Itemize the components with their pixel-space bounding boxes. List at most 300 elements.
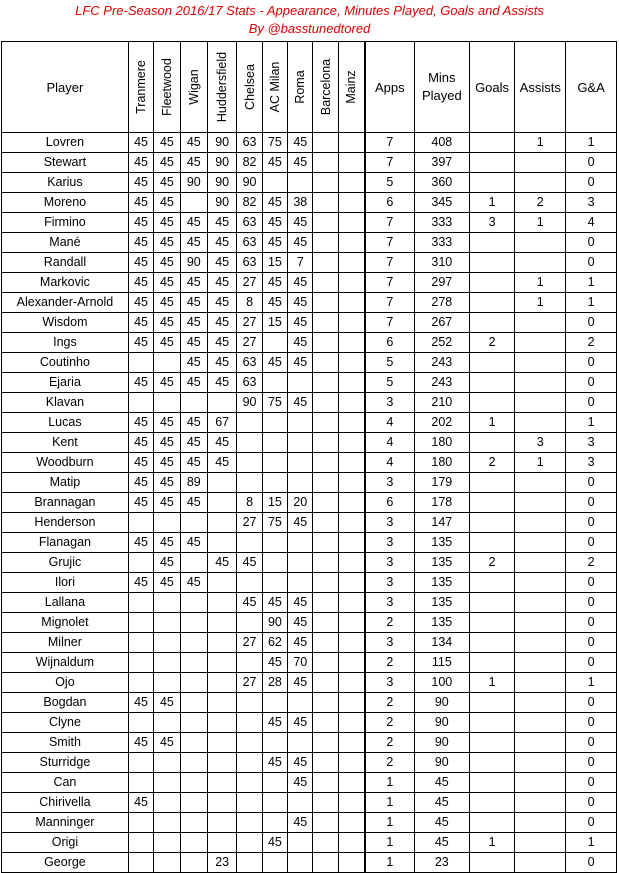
minutes-cell xyxy=(180,653,207,673)
apps-cell: 5 xyxy=(365,353,415,373)
apps-cell: 7 xyxy=(365,153,415,173)
minutes-cell xyxy=(338,413,364,433)
minutes-cell xyxy=(237,693,262,713)
apps-cell: 3 xyxy=(365,513,415,533)
minutes-cell xyxy=(262,813,287,833)
minutes-cell: 82 xyxy=(237,193,262,213)
minutes-cell xyxy=(180,793,207,813)
table-row xyxy=(2,773,617,793)
mins-cell: 135 xyxy=(414,613,469,633)
minutes-cell xyxy=(180,593,207,613)
minutes-cell xyxy=(338,333,364,353)
minutes-cell xyxy=(313,773,338,793)
table-row xyxy=(2,693,617,713)
table-row xyxy=(2,613,617,633)
table-row xyxy=(2,293,617,313)
table-row xyxy=(2,813,617,833)
minutes-cell: 45 xyxy=(180,153,207,173)
table-row xyxy=(2,673,617,693)
minutes-cell xyxy=(313,653,338,673)
column-header-goals: Goals xyxy=(469,42,515,133)
minutes-cell xyxy=(207,533,236,553)
minutes-cell: 45 xyxy=(288,353,313,373)
minutes-cell: 90 xyxy=(207,193,236,213)
minutes-cell xyxy=(288,793,313,813)
table-row xyxy=(2,133,617,153)
minutes-cell: 90 xyxy=(207,153,236,173)
player-cell: Mané xyxy=(2,233,129,253)
minutes-cell: 90 xyxy=(207,173,236,193)
minutes-cell: 45 xyxy=(128,793,153,813)
minutes-cell: 45 xyxy=(180,273,207,293)
assists-cell xyxy=(515,733,566,753)
minutes-cell: 45 xyxy=(207,293,236,313)
minutes-cell xyxy=(237,733,262,753)
minutes-cell xyxy=(313,293,338,313)
minutes-cell: 75 xyxy=(262,133,287,153)
minutes-cell xyxy=(338,393,364,413)
assists-cell xyxy=(515,253,566,273)
minutes-cell: 45 xyxy=(154,273,180,293)
minutes-cell xyxy=(154,593,180,613)
minutes-cell: 45 xyxy=(154,133,180,153)
minutes-cell: 45 xyxy=(180,573,207,593)
apps-cell: 2 xyxy=(365,693,415,713)
minutes-cell xyxy=(338,253,364,273)
goals-cell xyxy=(469,813,515,833)
mins-cell: 180 xyxy=(414,433,469,453)
player-cell: Markovic xyxy=(2,273,129,293)
minutes-cell xyxy=(180,753,207,773)
assists-cell xyxy=(515,833,566,853)
assists-cell xyxy=(515,853,566,873)
minutes-cell xyxy=(237,713,262,733)
goals-cell xyxy=(469,133,515,153)
apps-cell: 3 xyxy=(365,473,415,493)
minutes-cell: 45 xyxy=(128,733,153,753)
player-cell: George xyxy=(2,853,129,873)
minutes-cell: 90 xyxy=(262,613,287,633)
minutes-cell xyxy=(338,753,364,773)
column-header-match: AC Milan xyxy=(262,42,287,133)
minutes-cell: 23 xyxy=(207,853,236,873)
player-cell: Brannagan xyxy=(2,493,129,513)
goals-cell xyxy=(469,793,515,813)
minutes-cell: 45 xyxy=(288,673,313,693)
minutes-cell xyxy=(180,673,207,693)
minutes-cell: 45 xyxy=(262,153,287,173)
minutes-cell: 45 xyxy=(180,493,207,513)
minutes-cell xyxy=(262,453,287,473)
column-header-mins: Mins Played xyxy=(414,42,469,133)
column-header-assists: Assists xyxy=(515,42,566,133)
minutes-cell xyxy=(288,733,313,753)
minutes-cell: 15 xyxy=(262,253,287,273)
player-cell: Wijnaldum xyxy=(2,653,129,673)
ga-cell: 0 xyxy=(566,473,617,493)
mins-cell: 333 xyxy=(414,233,469,253)
table-row xyxy=(2,473,617,493)
stats-table xyxy=(1,41,617,873)
minutes-cell xyxy=(313,833,338,853)
mins-cell: 178 xyxy=(414,493,469,513)
minutes-cell xyxy=(180,193,207,213)
minutes-cell xyxy=(154,513,180,533)
ga-cell: 0 xyxy=(566,773,617,793)
minutes-cell xyxy=(313,733,338,753)
minutes-cell: 45 xyxy=(128,333,153,353)
minutes-cell: 45 xyxy=(288,393,313,413)
ga-cell: 0 xyxy=(566,713,617,733)
minutes-cell xyxy=(262,793,287,813)
minutes-cell xyxy=(154,713,180,733)
minutes-cell: 45 xyxy=(288,293,313,313)
minutes-cell xyxy=(207,813,236,833)
header-row xyxy=(2,42,617,133)
minutes-cell xyxy=(237,453,262,473)
apps-cell: 3 xyxy=(365,633,415,653)
minutes-cell: 45 xyxy=(154,693,180,713)
minutes-cell xyxy=(288,473,313,493)
minutes-cell: 45 xyxy=(128,413,153,433)
minutes-cell xyxy=(180,513,207,533)
minutes-cell xyxy=(237,613,262,633)
mins-cell: 278 xyxy=(414,293,469,313)
minutes-cell xyxy=(313,413,338,433)
minutes-cell: 45 xyxy=(262,193,287,213)
minutes-cell: 45 xyxy=(288,613,313,633)
minutes-cell xyxy=(237,653,262,673)
minutes-cell: 45 xyxy=(207,353,236,373)
minutes-cell xyxy=(338,213,364,233)
minutes-cell xyxy=(237,533,262,553)
assists-cell xyxy=(515,173,566,193)
minutes-cell: 45 xyxy=(207,453,236,473)
table-row xyxy=(2,333,617,353)
column-header-match: Chelsea xyxy=(237,42,262,133)
goals-cell xyxy=(469,713,515,733)
minutes-cell xyxy=(207,633,236,653)
table-row xyxy=(2,193,617,213)
goals-cell xyxy=(469,613,515,633)
apps-cell: 7 xyxy=(365,253,415,273)
goals-cell xyxy=(469,533,515,553)
minutes-cell xyxy=(128,513,153,533)
minutes-cell: 7 xyxy=(288,253,313,273)
apps-cell: 4 xyxy=(365,453,415,473)
player-cell: Manninger xyxy=(2,813,129,833)
goals-cell xyxy=(469,573,515,593)
mins-cell: 297 xyxy=(414,273,469,293)
column-header-match: Mainz xyxy=(338,42,364,133)
minutes-cell xyxy=(338,573,364,593)
minutes-cell: 90 xyxy=(207,133,236,153)
ga-cell: 1 xyxy=(566,673,617,693)
apps-cell: 3 xyxy=(365,673,415,693)
apps-cell: 4 xyxy=(365,433,415,453)
table-row xyxy=(2,273,617,293)
ga-cell: 0 xyxy=(566,813,617,833)
column-header-match: Tranmere xyxy=(128,42,153,133)
minutes-cell: 45 xyxy=(128,453,153,473)
mins-cell: 179 xyxy=(414,473,469,493)
apps-cell: 1 xyxy=(365,773,415,793)
minutes-cell xyxy=(338,533,364,553)
minutes-cell: 45 xyxy=(128,273,153,293)
minutes-cell xyxy=(338,793,364,813)
minutes-cell xyxy=(237,793,262,813)
player-cell: Randall xyxy=(2,253,129,273)
ga-cell: 0 xyxy=(566,493,617,513)
minutes-cell: 45 xyxy=(154,733,180,753)
table-row xyxy=(2,633,617,653)
minutes-cell xyxy=(207,833,236,853)
minutes-cell xyxy=(313,333,338,353)
minutes-cell xyxy=(207,713,236,733)
mins-cell: 252 xyxy=(414,333,469,353)
player-cell: Clyne xyxy=(2,713,129,733)
apps-cell: 1 xyxy=(365,853,415,873)
minutes-cell xyxy=(128,833,153,853)
minutes-cell xyxy=(154,393,180,413)
minutes-cell: 45 xyxy=(180,413,207,433)
table-row xyxy=(2,513,617,533)
minutes-cell: 45 xyxy=(128,153,153,173)
minutes-cell: 45 xyxy=(154,313,180,333)
assists-cell xyxy=(515,653,566,673)
minutes-cell xyxy=(128,393,153,413)
minutes-cell: 45 xyxy=(180,373,207,393)
minutes-cell xyxy=(313,213,338,233)
minutes-cell: 45 xyxy=(154,433,180,453)
minutes-cell: 45 xyxy=(180,133,207,153)
minutes-cell: 45 xyxy=(154,173,180,193)
table-row xyxy=(2,453,617,473)
minutes-cell xyxy=(207,593,236,613)
player-cell: Firmino xyxy=(2,213,129,233)
minutes-cell: 45 xyxy=(154,193,180,213)
minutes-cell xyxy=(180,553,207,573)
minutes-cell xyxy=(237,433,262,453)
player-cell: Coutinho xyxy=(2,353,129,373)
minutes-cell xyxy=(262,693,287,713)
table-body xyxy=(2,133,617,873)
minutes-cell xyxy=(128,653,153,673)
minutes-cell: 45 xyxy=(180,533,207,553)
minutes-cell: 45 xyxy=(288,333,313,353)
minutes-cell xyxy=(207,793,236,813)
minutes-cell xyxy=(128,753,153,773)
minutes-cell: 27 xyxy=(237,633,262,653)
ga-cell: 0 xyxy=(566,573,617,593)
ga-cell: 0 xyxy=(566,153,617,173)
minutes-cell xyxy=(154,673,180,693)
player-cell: Chirivella xyxy=(2,793,129,813)
apps-cell: 7 xyxy=(365,293,415,313)
apps-cell: 3 xyxy=(365,533,415,553)
goals-cell: 3 xyxy=(469,213,515,233)
assists-cell: 1 xyxy=(515,293,566,313)
player-cell: Karius xyxy=(2,173,129,193)
goals-cell: 2 xyxy=(469,553,515,573)
goals-cell xyxy=(469,353,515,373)
minutes-cell xyxy=(313,633,338,653)
table-row xyxy=(2,653,617,673)
minutes-cell: 20 xyxy=(288,493,313,513)
apps-cell: 1 xyxy=(365,793,415,813)
minutes-cell: 45 xyxy=(128,213,153,233)
minutes-cell: 27 xyxy=(237,333,262,353)
table-row xyxy=(2,433,617,453)
minutes-cell xyxy=(288,433,313,453)
goals-cell xyxy=(469,693,515,713)
column-header-match: Huddersfield xyxy=(207,42,236,133)
minutes-cell xyxy=(207,613,236,633)
minutes-cell xyxy=(338,673,364,693)
minutes-cell xyxy=(237,773,262,793)
apps-cell: 3 xyxy=(365,593,415,613)
minutes-cell: 38 xyxy=(288,193,313,213)
table-row xyxy=(2,393,617,413)
ga-cell: 0 xyxy=(566,393,617,413)
column-header-match: Fleetwood xyxy=(154,42,180,133)
minutes-cell xyxy=(313,613,338,633)
table-row xyxy=(2,833,617,853)
minutes-cell xyxy=(237,753,262,773)
table-row xyxy=(2,493,617,513)
minutes-cell xyxy=(207,493,236,513)
minutes-cell xyxy=(313,573,338,593)
goals-cell xyxy=(469,393,515,413)
minutes-cell: 45 xyxy=(180,433,207,453)
ga-cell: 1 xyxy=(566,833,617,853)
minutes-cell: 70 xyxy=(288,653,313,673)
minutes-cell xyxy=(288,573,313,593)
minutes-cell xyxy=(313,553,338,573)
goals-cell xyxy=(469,733,515,753)
mins-cell: 135 xyxy=(414,553,469,573)
ga-cell: 0 xyxy=(566,593,617,613)
minutes-cell xyxy=(313,493,338,513)
assists-cell xyxy=(515,593,566,613)
player-cell: Lallana xyxy=(2,593,129,613)
mins-cell: 45 xyxy=(414,833,469,853)
minutes-cell: 27 xyxy=(237,273,262,293)
player-cell: Wisdom xyxy=(2,313,129,333)
mins-cell: 408 xyxy=(414,133,469,153)
player-cell: Woodburn xyxy=(2,453,129,473)
column-header-apps: Apps xyxy=(365,42,415,133)
apps-cell: 7 xyxy=(365,133,415,153)
mins-cell: 243 xyxy=(414,353,469,373)
player-cell: Ings xyxy=(2,333,129,353)
page-title: LFC Pre-Season 2016/17 Stats - Appearance, Minutes Played, Goals and Assists xyxy=(75,3,544,18)
minutes-cell xyxy=(207,693,236,713)
goals-cell xyxy=(469,153,515,173)
assists-cell xyxy=(515,813,566,833)
table-row xyxy=(2,713,617,733)
minutes-cell xyxy=(262,553,287,573)
minutes-cell: 45 xyxy=(262,293,287,313)
assists-cell xyxy=(515,393,566,413)
minutes-cell xyxy=(237,573,262,593)
goals-cell xyxy=(469,173,515,193)
minutes-cell: 45 xyxy=(154,533,180,553)
minutes-cell: 45 xyxy=(288,633,313,653)
mins-cell: 135 xyxy=(414,533,469,553)
minutes-cell xyxy=(338,193,364,213)
minutes-cell: 45 xyxy=(154,553,180,573)
minutes-cell xyxy=(237,473,262,493)
ga-cell: 1 xyxy=(566,413,617,433)
minutes-cell: 63 xyxy=(237,353,262,373)
apps-cell: 2 xyxy=(365,753,415,773)
minutes-cell xyxy=(237,813,262,833)
minutes-cell: 90 xyxy=(237,393,262,413)
minutes-cell xyxy=(288,853,313,873)
minutes-cell xyxy=(313,713,338,733)
minutes-cell: 45 xyxy=(128,693,153,713)
ga-cell: 4 xyxy=(566,213,617,233)
apps-cell: 4 xyxy=(365,413,415,433)
goals-cell: 2 xyxy=(469,333,515,353)
minutes-cell: 45 xyxy=(288,773,313,793)
assists-cell: 3 xyxy=(515,433,566,453)
minutes-cell xyxy=(338,453,364,473)
ga-cell: 3 xyxy=(566,453,617,473)
minutes-cell: 8 xyxy=(237,493,262,513)
mins-cell: 90 xyxy=(414,753,469,773)
table-row xyxy=(2,593,617,613)
minutes-cell: 45 xyxy=(154,453,180,473)
minutes-cell xyxy=(313,253,338,273)
table-row xyxy=(2,373,617,393)
minutes-cell: 45 xyxy=(207,313,236,333)
minutes-cell: 45 xyxy=(128,133,153,153)
goals-cell xyxy=(469,473,515,493)
minutes-cell xyxy=(313,533,338,553)
assists-cell xyxy=(515,353,566,373)
minutes-cell xyxy=(237,413,262,433)
minutes-cell xyxy=(338,133,364,153)
minutes-cell: 45 xyxy=(288,273,313,293)
minutes-cell: 45 xyxy=(180,213,207,233)
minutes-cell: 45 xyxy=(262,233,287,253)
mins-cell: 180 xyxy=(414,453,469,473)
minutes-cell xyxy=(262,333,287,353)
minutes-cell xyxy=(128,633,153,653)
mins-cell: 134 xyxy=(414,633,469,653)
minutes-cell xyxy=(128,813,153,833)
minutes-cell: 45 xyxy=(128,533,153,553)
minutes-cell: 45 xyxy=(207,253,236,273)
assists-cell: 2 xyxy=(515,193,566,213)
ga-cell: 0 xyxy=(566,753,617,773)
mins-cell: 202 xyxy=(414,413,469,433)
goals-cell xyxy=(469,593,515,613)
minutes-cell: 45 xyxy=(288,133,313,153)
minutes-cell: 45 xyxy=(180,333,207,353)
player-cell: Mignolet xyxy=(2,613,129,633)
minutes-cell xyxy=(313,353,338,373)
apps-cell: 7 xyxy=(365,273,415,293)
minutes-cell: 45 xyxy=(207,553,236,573)
minutes-cell: 45 xyxy=(128,293,153,313)
minutes-cell xyxy=(313,593,338,613)
player-cell: Henderson xyxy=(2,513,129,533)
minutes-cell: 45 xyxy=(262,273,287,293)
minutes-cell xyxy=(313,853,338,873)
